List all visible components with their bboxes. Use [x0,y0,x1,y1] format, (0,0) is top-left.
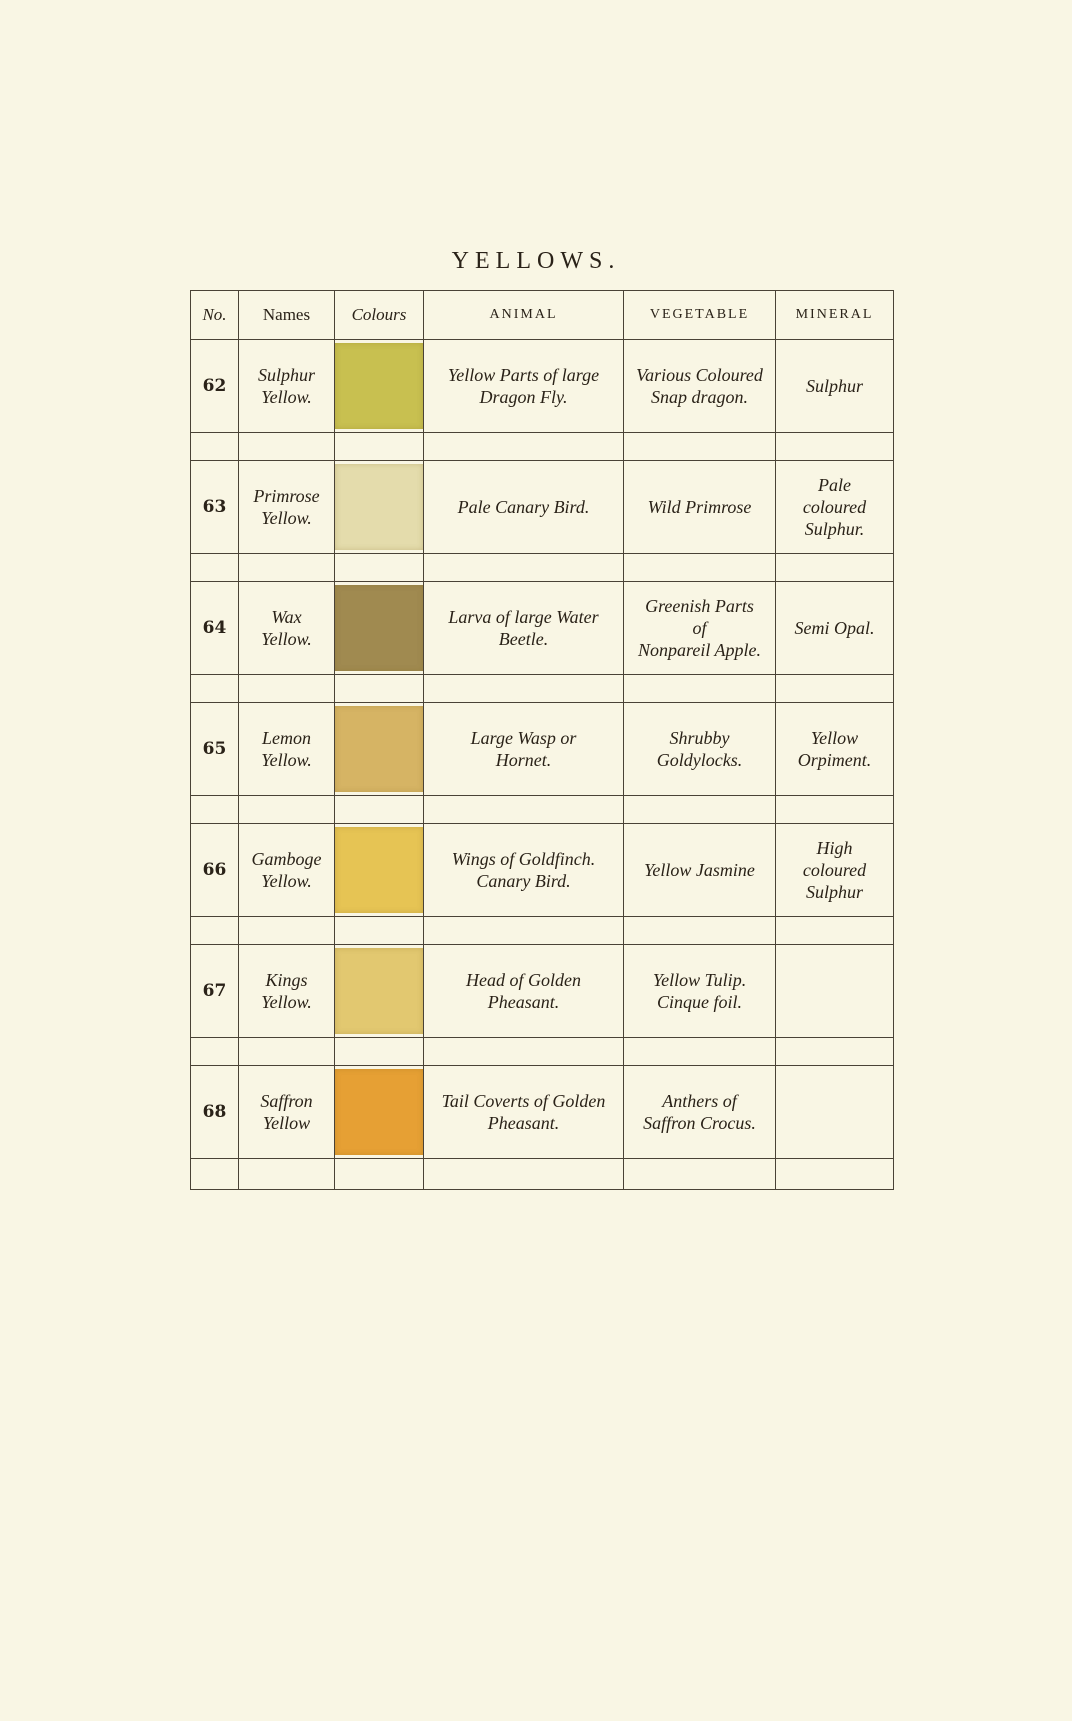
vegetable-cell [624,824,776,917]
spacer-row [191,1159,894,1190]
mineral-cell-line: Sulphur [805,376,863,396]
vegetable-cell-line: Shrubby [669,728,730,748]
spacer-cell [191,433,239,461]
spacer-row [191,554,894,582]
colour-swatch [335,343,423,429]
colour-name-line: Sulphur [257,365,315,385]
mineral-cell [776,582,894,675]
vegetable-cell [624,582,776,675]
colour-swatch [335,585,423,671]
mineral-cell-line: Yellow [810,728,859,748]
header-animal: ANIMAL [424,291,624,340]
table-row [191,945,894,1038]
row-number: 66 [191,824,239,917]
colour-name-line: Gamboge [251,849,322,869]
colour-name-line: Primrose [253,486,320,506]
vegetable-cell-line: of [692,618,707,638]
spacer-cell [424,1159,624,1190]
spacer-cell [424,433,624,461]
colour-name [239,340,335,433]
spacer-cell [191,796,239,824]
animal-cell [424,703,624,796]
spacer-cell [424,554,624,582]
vegetable-cell-line: Yellow Tulip. [652,970,747,990]
colour-name-line: Yellow. [261,871,312,891]
animal-cell-line: Head of Golden [466,970,581,990]
colour-name [239,945,335,1038]
colour-name-line: Yellow [262,1113,311,1133]
spacer-cell [191,675,239,703]
spacer-cell [624,796,776,824]
animal-cell-line: Beetle. [498,629,549,649]
mineral-cell [776,461,894,554]
spacer-cell [191,1159,239,1190]
mineral-cell [776,945,894,1038]
header-colours: Colours [335,291,424,340]
spacer-cell [624,675,776,703]
animal-cell-line: Canary Bird. [476,871,571,891]
spacer-cell [776,917,894,945]
header-row [191,291,894,340]
swatch-cell [335,582,424,675]
vegetable-cell [624,1066,776,1159]
vegetable-cell-line: Anthers of [662,1091,737,1111]
mineral-cell-line: coloured [802,860,867,880]
swatch-cell [335,340,424,433]
colour-name [239,703,335,796]
spacer-cell [335,675,424,703]
swatch-cell [335,461,424,554]
spacer-cell [191,917,239,945]
mineral-cell-line: Sulphur [805,882,863,902]
row-number: 62 [191,340,239,433]
spacer-cell [335,917,424,945]
header-names: Names [239,291,335,340]
vegetable-cell-line: Snap dragon. [650,387,748,407]
swatch-cell [335,703,424,796]
animal-cell-line: Pheasant. [487,992,560,1012]
vegetable-cell-line: Cinque foil. [657,992,742,1012]
mineral-cell-line: Pale [818,475,851,495]
mineral-cell [776,1066,894,1159]
mineral-cell-line: High [816,838,853,858]
row-number: 68 [191,1066,239,1159]
colour-swatch [335,1069,423,1155]
mineral-cell-line: Sulphur. [804,519,865,539]
table-row [191,824,894,917]
spacer-cell [335,1159,424,1190]
row-number: 67 [191,945,239,1038]
spacer-cell [424,675,624,703]
spacer-cell [624,1038,776,1066]
vegetable-cell [624,703,776,796]
vegetable-cell-line: Various Coloured [636,365,763,385]
spacer-cell [424,796,624,824]
spacer-cell [335,433,424,461]
header-mineral: MINERAL [776,291,894,340]
vegetable-cell [624,461,776,554]
spacer-row [191,675,894,703]
animal-cell-line: Larva of large Water [448,607,599,627]
spacer-cell [424,917,624,945]
table-row [191,703,894,796]
colour-name [239,582,335,675]
animal-cell [424,461,624,554]
animal-cell-line: Yellow Parts of large [447,365,600,385]
colour-name [239,1066,335,1159]
vegetable-cell-line: Wild Primrose [647,497,752,517]
mineral-cell [776,824,894,917]
spacer-cell [239,917,335,945]
colour-swatch [335,948,423,1034]
animal-cell-line: Pheasant. [487,1113,560,1133]
spacer-cell [239,1038,335,1066]
colour-name-line: Yellow. [261,387,312,407]
colour-name-line: Wax [271,607,302,627]
spacer-cell [191,1038,239,1066]
spacer-cell [776,1038,894,1066]
colour-name-line: Kings [265,970,308,990]
spacer-cell [424,1038,624,1066]
spacer-cell [624,917,776,945]
spacer-cell [776,1159,894,1190]
swatch-cell [335,945,424,1038]
spacer-cell [624,433,776,461]
animal-cell-line: Tail Coverts of Golden [441,1091,606,1111]
table-body [191,340,894,1190]
spacer-cell [624,1159,776,1190]
colour-name-line: Yellow. [261,629,312,649]
spacer-cell [335,1038,424,1066]
row-number: 64 [191,582,239,675]
animal-cell [424,582,624,675]
vegetable-cell [624,340,776,433]
vegetable-cell-line: Saffron Crocus. [643,1113,756,1133]
animal-cell-line: Dragon Fly. [479,387,568,407]
vegetable-cell [624,945,776,1038]
colour-name [239,824,335,917]
animal-cell-line: Large Wasp or [470,728,577,748]
vegetable-cell-line: Goldylocks. [656,750,743,770]
spacer-cell [624,554,776,582]
animal-cell [424,340,624,433]
mineral-cell-line: coloured [802,497,867,517]
header-vegetable: VEGETABLE [624,291,776,340]
mineral-cell [776,340,894,433]
spacer-row [191,433,894,461]
animal-cell [424,1066,624,1159]
table-row [191,582,894,675]
table-row [191,340,894,433]
spacer-cell [776,554,894,582]
animal-cell-line: Wings of Goldfinch. [451,849,596,869]
row-number: 65 [191,703,239,796]
spacer-cell [239,554,335,582]
mineral-cell [776,703,894,796]
animal-cell-line: Hornet. [495,750,552,770]
animal-cell [424,945,624,1038]
spacer-cell [776,433,894,461]
spacer-cell [239,796,335,824]
spacer-row [191,917,894,945]
row-number: 63 [191,461,239,554]
spacer-cell [335,796,424,824]
colour-swatch [335,706,423,792]
table-row [191,1066,894,1159]
spacer-cell [239,1159,335,1190]
colour-table [190,290,894,1190]
spacer-cell [335,554,424,582]
swatch-cell [335,1066,424,1159]
colour-swatch [335,827,423,913]
swatch-cell [335,824,424,917]
vegetable-cell-line: Greenish Parts [645,596,754,616]
spacer-cell [191,554,239,582]
page-title: YELLOWS. [451,248,621,274]
spacer-row [191,1038,894,1066]
spacer-cell [239,675,335,703]
vegetable-cell-line: Yellow Jasmine [644,860,755,880]
mineral-cell-line: Orpiment. [797,750,872,770]
spacer-cell [776,796,894,824]
header-no: No. [191,291,239,340]
table-row [191,461,894,554]
colour-name [239,461,335,554]
animal-cell-line: Pale Canary Bird. [457,497,590,517]
vegetable-cell-line: Nonpareil Apple. [638,640,761,660]
colour-name-line: Saffron [260,1091,313,1111]
colour-name-line: Yellow. [261,750,312,770]
animal-cell [424,824,624,917]
spacer-cell [776,675,894,703]
spacer-cell [239,433,335,461]
mineral-cell-line: Semi Opal. [794,618,875,638]
colour-name-line: Yellow. [261,508,312,528]
colour-swatch [335,464,423,550]
spacer-row [191,796,894,824]
colour-name-line: Lemon [262,728,311,748]
colour-name-line: Yellow. [261,992,312,1012]
